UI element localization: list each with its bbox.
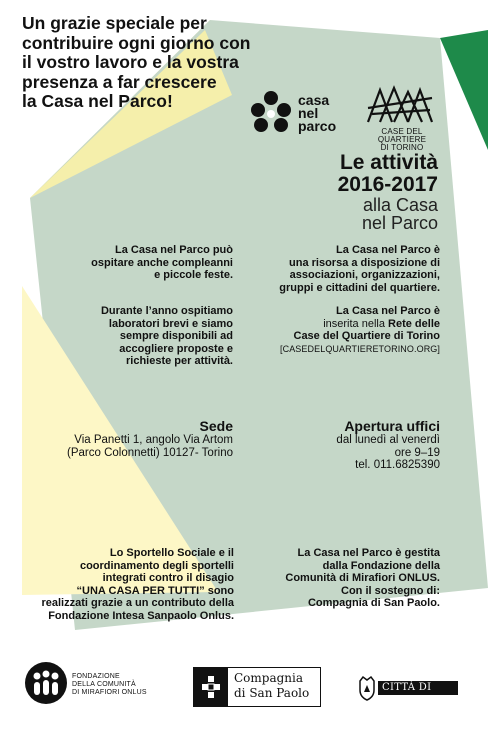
text-line: La Casa nel Parco è gestita <box>297 547 440 559</box>
title-line: 2016-2017 <box>337 173 438 196</box>
text-line: gruppi e cittadini del quartiere. <box>279 281 440 294</box>
address-line: (Parco Colonnetti) 10127- Torino <box>67 446 233 459</box>
text-line: una risorsa a disposizione di <box>289 256 440 269</box>
headline <box>22 14 282 112</box>
headline-line: presenza a far crescere <box>22 71 217 92</box>
text-line: La Casa nel Parco è <box>336 305 440 317</box>
text-line: Comunità di Mirafiori ONLUS. <box>285 572 440 584</box>
torino-crest-icon <box>358 675 376 701</box>
sportello-text <box>22 547 234 622</box>
logo-line: DELLA COMUNITÀ <box>72 681 136 688</box>
text-line: Fondazione Intesa Sanpaolo Onlus. <box>48 609 234 622</box>
text-segment: Rete delle <box>388 317 440 330</box>
molecule-icon <box>248 88 294 136</box>
title-line: alla Casa <box>362 195 438 215</box>
fondazione-text <box>72 673 147 697</box>
text-line: sempre disponibili ad <box>119 330 233 342</box>
text-line: La Casa nel Parco può <box>115 244 233 256</box>
case-del-quartiere-logo <box>362 84 442 152</box>
gestita-text <box>245 547 440 610</box>
text-line: richieste per attività. <box>126 355 233 367</box>
sede-heading: Sede <box>199 418 233 434</box>
fondazione-people-icon <box>24 661 68 705</box>
text-line <box>245 318 440 331</box>
logo-line: FONDAZIONE <box>72 673 120 680</box>
headline-line: contribuire ogni giorno con <box>22 32 251 53</box>
risorsa-text <box>245 244 440 294</box>
text-line: coordinamento degli sportelli <box>79 559 234 572</box>
apertura-heading: Apertura uffici <box>344 418 440 434</box>
apertura-block <box>245 418 440 472</box>
compagnia-san-paolo-logo <box>193 667 321 707</box>
text-line: dalla Fondazione della <box>322 559 440 572</box>
text-line: integrati contro il disagio <box>102 572 234 584</box>
headline-line: Un grazie speciale per <box>22 13 207 33</box>
phone-line: tel. 011.6825390 <box>355 459 440 471</box>
logo-line: DI TORINO <box>380 143 424 152</box>
laboratori-text <box>28 305 233 368</box>
text-line: Case del Quartiere di Torino <box>293 330 440 342</box>
compagnia-text <box>234 671 309 701</box>
text-line: Durante l’anno ospitiamo <box>100 305 233 317</box>
website-link[interactable]: [CASEDELQUARTIERETORINO.ORG] <box>280 343 440 354</box>
text-line: associazioni, organizzazioni, <box>289 269 440 281</box>
feste-text <box>28 244 233 282</box>
page-title <box>338 152 438 232</box>
title-line: Le attività <box>339 151 438 174</box>
headline-line: la Casa nel Parco! <box>22 91 173 111</box>
compagnia-emblem-icon <box>194 668 228 706</box>
text-line: realizzati grazie a un contributo della <box>41 597 234 609</box>
logo-word: parco <box>298 118 337 134</box>
logo-line: di San Paolo <box>234 686 310 700</box>
logo-word: nel <box>298 105 319 121</box>
text-line: laboratori brevi e siamo <box>108 317 233 330</box>
text-line: La Casa nel Parco è <box>336 244 440 256</box>
text-line: Con il sostegno di: <box>341 584 440 597</box>
logo-line: CASE DEL QUARTIERE <box>377 127 427 144</box>
text-line: ospitare anche compleanni <box>91 256 233 269</box>
citta-di-torino-logo <box>358 675 458 707</box>
text-segment: inserita nella <box>323 317 389 330</box>
text-line: e piccole feste. <box>154 269 233 281</box>
text-line: “UNA CASA PER TUTTI” sono <box>76 584 234 597</box>
address-line: Via Panetti 1, angolo Via Artom <box>74 434 233 446</box>
text-line: Compagnia di San Paolo. <box>307 597 440 609</box>
sede-block <box>28 418 233 459</box>
citta-text: CITTÀ DI TORINO <box>378 681 458 695</box>
logo-word: casa <box>298 92 330 108</box>
fondazione-mirafiori-logo <box>24 661 194 707</box>
title-line: nel Parco <box>361 213 438 233</box>
roofs-icon <box>366 84 436 126</box>
hours-line: ore 9–19 <box>394 446 440 459</box>
casa-logo-text <box>298 94 336 133</box>
headline-line: il vostro lavoro e la vostra <box>22 52 239 72</box>
logo-line: Compagnia <box>234 671 304 685</box>
casa-nel-parco-logo <box>248 88 358 136</box>
hours-line: dal lunedì al venerdì <box>336 434 440 446</box>
text-line: Lo Sportello Sociale e il <box>109 547 234 559</box>
cdq-logo-text <box>362 128 442 152</box>
rete-text <box>245 305 440 355</box>
logo-line: DI MIRAFIORI ONLUS <box>72 689 147 696</box>
text-line: accogliere proposte e <box>119 342 233 355</box>
